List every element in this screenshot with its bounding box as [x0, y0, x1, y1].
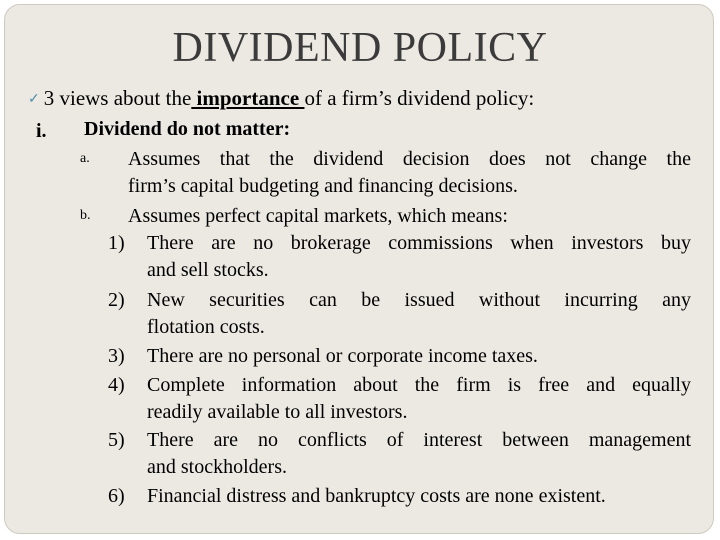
point-b-line1: Assumes perfect capital markets, which means:: [128, 205, 508, 227]
point-a-marker: a.: [80, 151, 90, 166]
condition-5-line2: and stockholders.: [147, 456, 287, 478]
condition-5-line1: There are no conflicts of interest between management: [147, 429, 691, 451]
condition-4-line1: Complete information about the firm is free and equally: [147, 374, 691, 396]
condition-2-line1: New securities can be issued without incurring any: [147, 289, 691, 311]
point-a-line2: firm’s capital budgeting and financing decisions.: [128, 175, 518, 197]
condition-4-line2: readily available to all investors.: [147, 401, 408, 423]
lead-line: [28, 86, 534, 111]
lead-emphasis: importance: [191, 86, 305, 110]
condition-1-line1: There are no brokerage commissions when investors buy: [147, 232, 691, 254]
point-b-marker: b.: [80, 208, 91, 223]
point-a-line1: Assumes that the dividend decision does not change the: [128, 148, 691, 170]
condition-6-marker: 6): [108, 485, 125, 507]
condition-3-line1: There are no personal or corporate income taxes.: [147, 345, 538, 367]
lead-suffix: of a firm’s dividend policy:: [304, 86, 535, 110]
condition-4-marker: 4): [108, 374, 125, 396]
condition-1-line2: and sell stocks.: [147, 259, 269, 281]
condition-2-line2: flotation costs.: [147, 316, 265, 338]
condition-2-marker: 2): [108, 289, 125, 311]
bullet-icon: ✓: [28, 92, 40, 107]
condition-6-line1: Financial distress and bankruptcy costs are none existent.: [147, 485, 606, 507]
slide-background: [4, 4, 714, 534]
view-i-marker: i.: [36, 120, 47, 142]
condition-1-marker: 1): [108, 232, 125, 254]
slide-title: DIVIDEND POLICY: [172, 25, 548, 71]
lead-prefix: 3 views about the: [43, 86, 192, 110]
condition-3-marker: 3): [108, 345, 125, 367]
view-i-heading: Dividend do not matter:: [84, 118, 291, 140]
condition-5-marker: 5): [108, 429, 125, 451]
